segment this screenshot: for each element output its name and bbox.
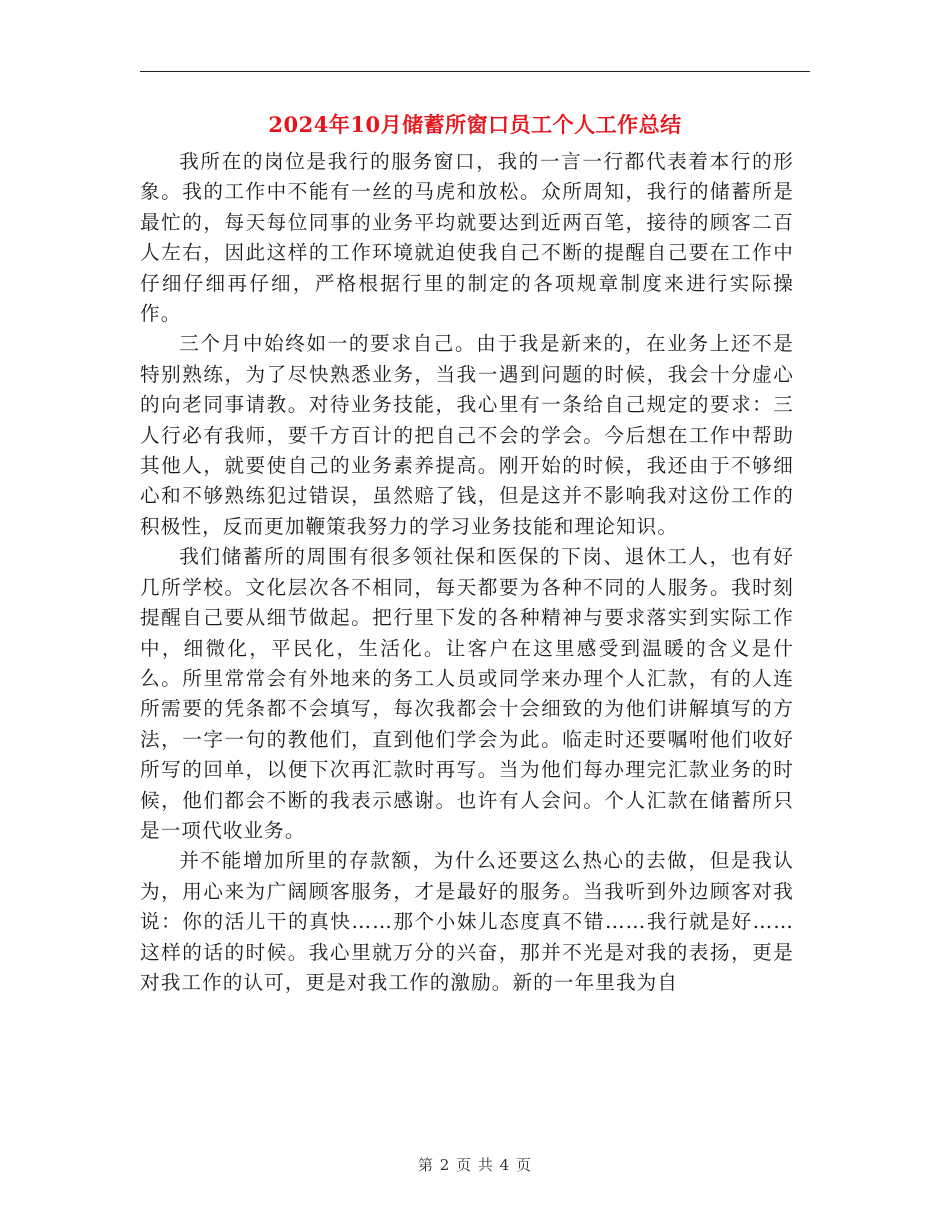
paragraph: 我们储蓄所的周围有很多领社保和医保的下岗、退休工人，也有好几所学校。文化层次各不相同，每天都要为各种不同的人服务。我时刻提醒自己要从细节做起。把行里下发的各种精神与要求落实到实际工作中，细微化，平民化，生活化。让客户在这里感受到温暖的含义是什么。所里常常会有外地来的务工人员或同学来办理个人汇款，有的人连所需要的凭条都不会填写，每次我都会十会细致的为他们讲解填写的方法，一字一句的教他们，直到他们学会为此。临走时还要嘱咐他们收好所写的回单，以便下次再汇款时再写。当为他们每办理完汇款业务的时候，他们都会不断的我表示感谢。也许有人会问。个人汇款在储蓄所只是一项代收业务。 [140, 545, 794, 842]
document-body [140, 147, 794, 998]
header-rule [140, 71, 810, 72]
paragraph: 并不能增加所里的存款额，为什么还要这么热心的去做，但是我认为，用心来为广阔顾客服务，才是最好的服务。当我听到外边顾客对我说：你的活儿干的真快……那个小妹儿态度真不错……我行就是好……这样的话的时候。我心里就万分的兴奋，那并不光是对我的表扬，更是对我工作的认可，更是对我工作的激励。新的一年里我为自 [140, 849, 794, 994]
page-number: 第 2 页 共 4 页 [418, 1156, 532, 1174]
paragraph: 三个月中始终如一的要求自己。由于我是新来的，在业务上还不是特别熟练，为了尽快熟悉业务，当我一遇到问题的时候，我会十分虚心的向老同事请教。对待业务技能，我心里有一条给自己规定的要求：三人行必有我师，要千方百计的把自己不会的学会。今后想在工作中帮助其他人，就要使自己的业务素养提高。刚开始的时候，我还由于不够细心和不够熟练犯过错误，虽然赔了钱，但是这并不影响我对这份工作的积极性，反而更加鞭策我努力的学习业务技能和理论知识。 [140, 332, 794, 538]
paragraph: 我所在的岗位是我行的服务窗口，我的一言一行都代表着本行的形象。我的工作中不能有一丝的马虎和放松。众所周知，我行的储蓄所是最忙的，每天每位同事的业务平均就要达到近两百笔，接待的顾客二百人左右，因此这样的工作环境就迫使我自己不断的提醒自己要在工作中仔细仔细再仔细，严格根据行里的制定的各项规章制度来进行实际操作。 [140, 150, 794, 326]
document-title: 2024年10月储蓄所窗口员工个人工作总结 [268, 112, 682, 137]
